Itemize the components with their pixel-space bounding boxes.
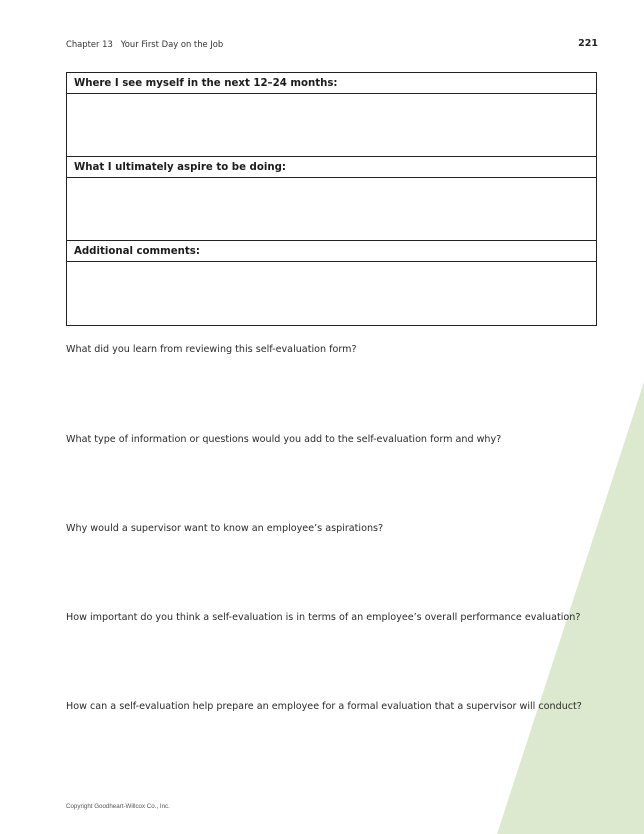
copyright-footer: Copyright Goodheart-Willcox Co., Inc. bbox=[66, 803, 170, 810]
chapter-title: Chapter 13 Your First Day on the Job bbox=[66, 39, 224, 49]
question-text: What type of information or questions would you add to the self-evaluation form and why? bbox=[66, 434, 502, 445]
answer-area-aspirations[interactable] bbox=[67, 178, 596, 241]
answer-area-comments[interactable] bbox=[67, 262, 596, 325]
question-text: Why would a supervisor want to know an employee’s aspirations? bbox=[66, 523, 384, 534]
section-heading-next-months: Where I see myself in the next 12–24 months: bbox=[67, 73, 596, 94]
page-header bbox=[66, 38, 598, 52]
question-text: How can a self-evaluation help prepare an employee for a formal evaluation that a supervisor will conduct? bbox=[66, 701, 582, 712]
self-evaluation-form-table bbox=[66, 72, 597, 326]
section-heading-aspirations: What I ultimately aspire to be doing: bbox=[67, 157, 596, 178]
question-text: What did you learn from reviewing this self-evaluation form? bbox=[66, 344, 357, 355]
section-heading-comments: Additional comments: bbox=[67, 241, 596, 262]
question-text: How important do you think a self-evaluation is in terms of an employee’s overall performance evaluation? bbox=[66, 612, 581, 623]
page-number: 221 bbox=[578, 38, 598, 49]
answer-area-next-months[interactable] bbox=[67, 94, 596, 157]
